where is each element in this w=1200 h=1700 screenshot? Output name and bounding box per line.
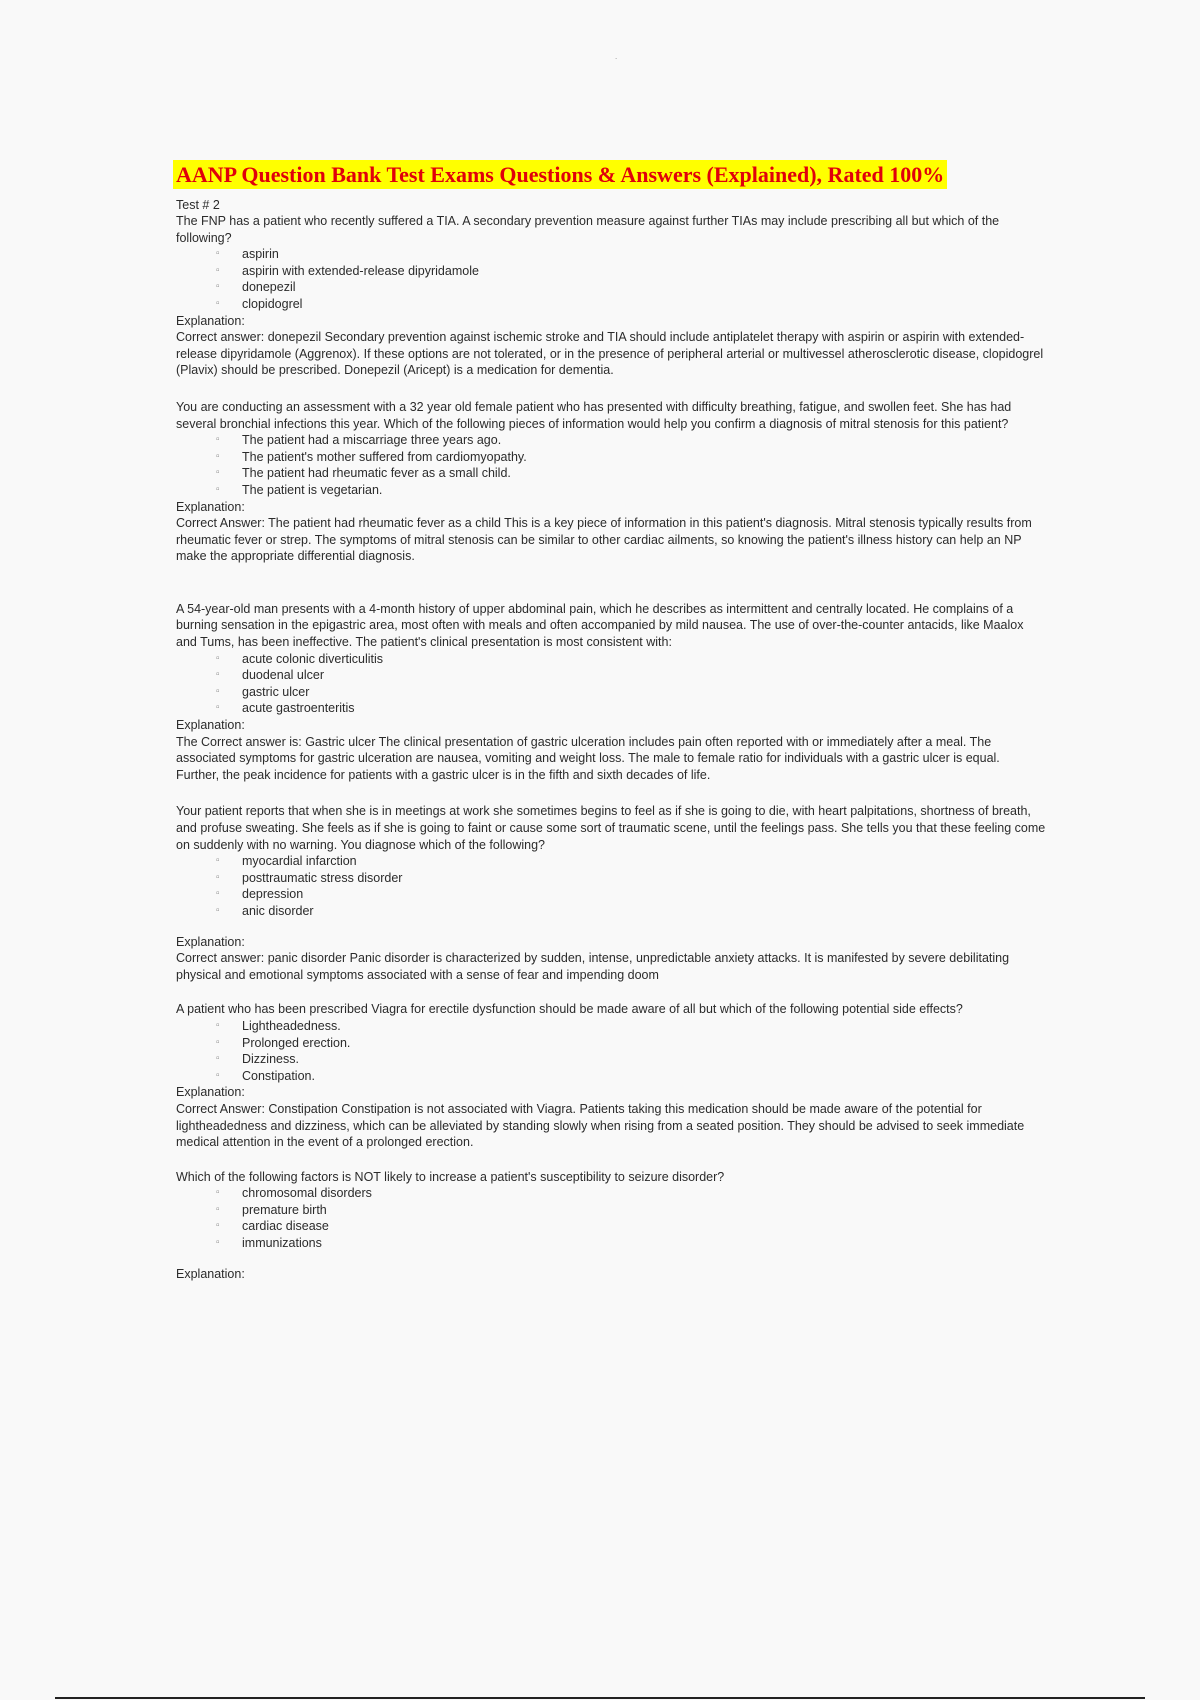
- explanation-label: Explanation:: [176, 1085, 245, 1100]
- bullet-icon: ▫: [216, 685, 220, 697]
- bullet-icon: ▫: [216, 888, 220, 900]
- option-item: ▫ Dizziness.: [216, 1052, 299, 1067]
- bullet-icon: ▫: [216, 1036, 220, 1048]
- option-item: ▫ cardiac disease: [216, 1219, 329, 1234]
- page-bottom-rule: [55, 1697, 1145, 1699]
- option-item: ▫ myocardial infarction: [216, 854, 357, 869]
- option-item: ▫ acute gastroenteritis: [216, 701, 355, 716]
- explanation-label: Explanation:: [176, 718, 245, 733]
- question-text: Your patient reports that when she is in meetings at work she sometimes begins to feel as if she is going to die, with heart palpitations, shortness of breath, and profuse sweating. She feels as if she is going to faint or cause some sort of traumatic scene, until the feelings pass. She tells you that these feeling come on suddenly with no warning. You diagnose which of the following?: [176, 804, 1046, 852]
- option-item: ▫ depression: [216, 887, 304, 902]
- option-item: ▫ posttraumatic stress disorder: [216, 870, 403, 885]
- question-block: [176, 213, 1046, 379]
- bullet-icon: ▫: [216, 450, 220, 462]
- option-item: ▫ donepezil: [216, 280, 296, 295]
- option-item: ▫ Constipation.: [216, 1068, 315, 1083]
- question-block: [176, 399, 1046, 565]
- option-item: ▫ clopidogrel: [216, 296, 303, 311]
- bullet-icon: ▫: [216, 904, 220, 916]
- option-item: ▫ The patient had rheumatic fever as a small child.: [216, 466, 511, 481]
- explanation-text: Correct Answer: The patient had rheumatic fever as a child This is a key piece of information in this patient's diagnosis. Mitral stenosis typically results from rheumatic fever or strep. The symptoms of mitral stenosis can be similar to other cardiac ailments, so knowing the patient's illness history can help an NP make the appropriate differential diagnosis.: [176, 516, 1032, 564]
- option-item: ▫ chromosomal disorders: [216, 1186, 372, 1201]
- bullet-icon: ▫: [216, 264, 220, 276]
- explanation-label: Explanation:: [176, 1266, 245, 1281]
- option-list: [176, 651, 1046, 717]
- page-mark: .: [615, 52, 618, 61]
- bullet-icon: ▫: [216, 1203, 220, 1215]
- option-list: [176, 432, 1046, 498]
- option-item: ▫ Prolonged erection.: [216, 1035, 351, 1050]
- explanation-text: Correct answer: donepezil Secondary prevention against ischemic stroke and TIA should include antiplatelet therapy with aspirin or aspirin with extended-release dipyridamole (Aggrenox). If these options are not tolerated, or in the presence of peripheral arterial or multivessel atherosclerotic disease, clopidogrel (Plavix) should be prescribed. Donepezil (Aricept) is a medication for dementia.: [176, 330, 1044, 378]
- question-text: A patient who has been prescribed Viagra for erectile dysfunction should be made aware of all but which of the following potential side effects?: [176, 1002, 963, 1017]
- option-item: ▫ aspirin: [216, 247, 279, 262]
- option-item: ▫ The patient is vegetarian.: [216, 482, 383, 497]
- option-item: ▫ acute colonic diverticulitis: [216, 651, 384, 666]
- bullet-icon: ▫: [216, 1220, 220, 1232]
- option-item: ▫ Lightheadedness.: [216, 1018, 341, 1033]
- explanation-text: Correct answer: panic disorder Panic disorder is characterized by sudden, intense, unpredictable anxiety attacks. It is manifested by severe debilitating physical and emotional symptoms associated with a sense of fear and impending doom: [176, 951, 1010, 982]
- bullet-icon: ▫: [216, 434, 220, 446]
- document-content: [176, 160, 1046, 1300]
- bullet-icon: ▫: [216, 248, 220, 260]
- explanation-text: The Correct answer is: Gastric ulcer The clinical presentation of gastric ulceration includes pain often reported with or immediately after a meal. The associated symptoms for gastric ulceration are nausea, vomiting and weight loss. The male to female ratio for individuals with a gastric ulcer is equal. Further, the peak incidence for patients with a gastric ulcer is in the fifth and sixth decades of life.: [176, 734, 1000, 782]
- question-block: [176, 803, 1046, 983]
- question-text: Which of the following factors is NOT likely to increase a patient's susceptibility to seizure disorder?: [176, 1169, 725, 1184]
- option-item: ▫ immunizations: [216, 1236, 322, 1251]
- option-list: [176, 853, 1046, 919]
- option-item: ▫ The patient had a miscarriage three years ago.: [216, 433, 502, 448]
- explanation-text: Correct Answer: Constipation Constipation is not associated with Viagra. Patients taking this medication should be made aware of the potential for lightheadedness and dizziness, which can be alleviated by standing slowly when rising from a seated position. They should be advised to seek immediate medical attention in the event of a prolonged erection.: [176, 1101, 1025, 1150]
- document-title: AANP Question Bank Test Exams Questions & Answers (Explained), Rated 100%: [173, 160, 947, 189]
- bullet-icon: ▫: [216, 1237, 220, 1249]
- bullet-icon: ▫: [216, 467, 220, 479]
- bullet-icon: ▫: [216, 1019, 220, 1031]
- bullet-icon: ▫: [216, 281, 220, 293]
- question-block: [176, 1169, 1046, 1283]
- bullet-icon: ▫: [216, 1053, 220, 1065]
- bullet-icon: ▫: [216, 669, 220, 681]
- question-block: [176, 601, 1046, 784]
- option-item: ▫ premature birth: [216, 1202, 327, 1217]
- option-item: ▫ gastric ulcer: [216, 684, 310, 699]
- question-block: [176, 1001, 1046, 1150]
- option-item: ▫ The patient's mother suffered from cardiomyopathy.: [216, 449, 527, 464]
- option-list: [176, 1185, 1046, 1251]
- test-label: Test # 2: [176, 198, 220, 212]
- bullet-icon: ▫: [216, 871, 220, 883]
- option-list: [176, 1018, 1046, 1084]
- bullet-icon: ▫: [216, 483, 220, 495]
- question-text: You are conducting an assessment with a 32 year old female patient who has presented with difficulty breathing, fatigue, and swollen feet. She has had several bronchial infections this year. Which of the following pieces of information would help you confirm a diagnosis of mitral stenosis for this patient?: [176, 399, 1012, 431]
- explanation-label: Explanation:: [176, 313, 245, 328]
- option-item: ▫ duodenal ulcer: [216, 668, 325, 683]
- option-list: [176, 246, 1046, 312]
- bullet-icon: ▫: [216, 1187, 220, 1199]
- explanation-label: Explanation:: [176, 499, 245, 514]
- question-text: A 54-year-old man presents with a 4-month history of upper abdominal pain, which he describes as intermittent and centrally located. He complains of a burning sensation in the epigastric area, most often with meals and often accompanied by mild nausea. The use of over-the-counter antacids, like Maalox and Tums, has been ineffective. The patient's clinical presentation is most consistent with:: [176, 601, 1024, 650]
- bullet-icon: ▫: [216, 297, 220, 309]
- question-text: The FNP has a patient who recently suffered a TIA. A secondary prevention measure against further TIAs may include prescribing all but which of the following?: [176, 214, 1000, 245]
- bullet-icon: ▫: [216, 702, 220, 714]
- explanation-label: Explanation:: [176, 934, 245, 949]
- bullet-icon: ▫: [216, 855, 220, 867]
- bullet-icon: ▫: [216, 1069, 220, 1081]
- option-item: ▫ anic disorder: [216, 903, 314, 918]
- option-item: ▫ aspirin with extended-release dipyridamole: [216, 263, 479, 278]
- bullet-icon: ▫: [216, 652, 220, 664]
